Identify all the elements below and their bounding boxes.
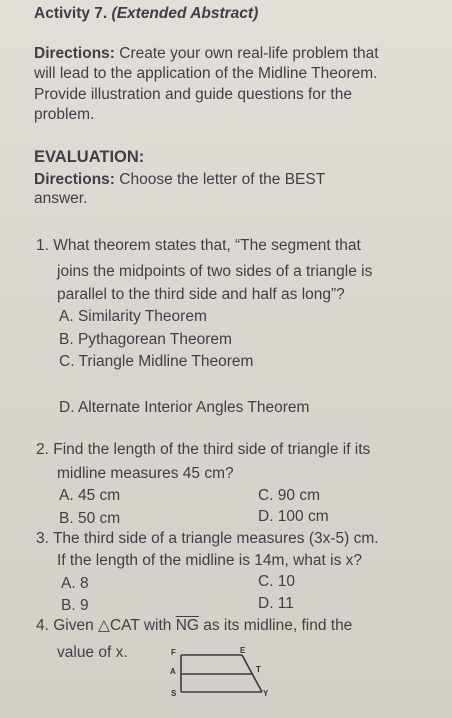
evaluation-directions-label: Directions:	[34, 171, 115, 188]
q1-option-c: C. Triangle Midline Theorem	[59, 353, 254, 370]
figure-label-s: S	[171, 689, 177, 698]
q1-line-3: parallel to the third side and half as long”?	[57, 286, 345, 303]
q2-option-b: B. 50 cm	[59, 510, 121, 527]
q1-line-2: joins the midpoints of two sides of a triangle is	[57, 263, 373, 280]
activity-title-prefix: Activity 7.	[34, 5, 112, 22]
q1-option-a: A. Similarity Theorem	[59, 308, 207, 325]
q4-line-2: value of x.	[57, 644, 128, 661]
q2-option-c: C. 90 cm	[258, 487, 321, 504]
q3-line-1: 3. The third side of a triangle measures (3x-5) cm.	[36, 530, 379, 547]
q1-option-d: D. Alternate Interior Angles Theorem	[59, 399, 310, 416]
q4-figure	[164, 644, 274, 700]
evaluation-directions-line-1: Directions: Choose the letter of the BEST	[34, 171, 326, 188]
q2-option-a: A. 45 cm	[59, 487, 121, 504]
q1-line-1: 1. What theorem states that, “The segment that	[36, 237, 361, 254]
activity-directions-label: Directions:	[34, 45, 115, 62]
figure-label-f: F	[171, 648, 176, 657]
q2-line-1: 2. Find the length of the third side of triangle if its	[36, 441, 371, 458]
q4-line-1: 4. Given △CAT with $\overline{NG}$ as its midline, find the	[36, 617, 353, 634]
activity-directions-line-2: will lead to the application of the Midline Theorem.	[34, 65, 378, 82]
activity-title	[34, 5, 258, 23]
q2-line-2: midline measures 45 cm?	[57, 465, 234, 482]
evaluation-heading: EVALUATION:	[34, 148, 145, 166]
activity-title-italic: (Extended Abstract)	[111, 5, 259, 22]
figure-label-e: E	[240, 646, 246, 655]
q3-line-2: If the length of the midline is 14m, what is x?	[57, 552, 362, 569]
q3-option-b: B. 9	[61, 597, 89, 614]
q3-option-a: A. 8	[61, 575, 89, 592]
q1-option-b: B. Pythagorean Theorem	[59, 331, 232, 348]
figure-label-t: T	[256, 665, 261, 674]
figure-label-y: Y	[263, 689, 269, 698]
q3-option-c: C. 10	[258, 573, 296, 590]
figure-label-a: A	[170, 667, 176, 676]
q4-midline-segment: $\overline{NG}$	[175, 617, 199, 634]
evaluation-directions-line-2: answer.	[34, 190, 88, 207]
activity-directions-line-4: problem.	[34, 106, 95, 123]
q2-option-d: D. 100 cm	[258, 508, 329, 525]
activity-directions-line-1: Directions: Create your own real-life problem that	[34, 45, 379, 62]
q3-option-d: D. 11	[258, 595, 294, 612]
activity-directions-line-3: Provide illustration and guide questions for the	[34, 86, 352, 103]
